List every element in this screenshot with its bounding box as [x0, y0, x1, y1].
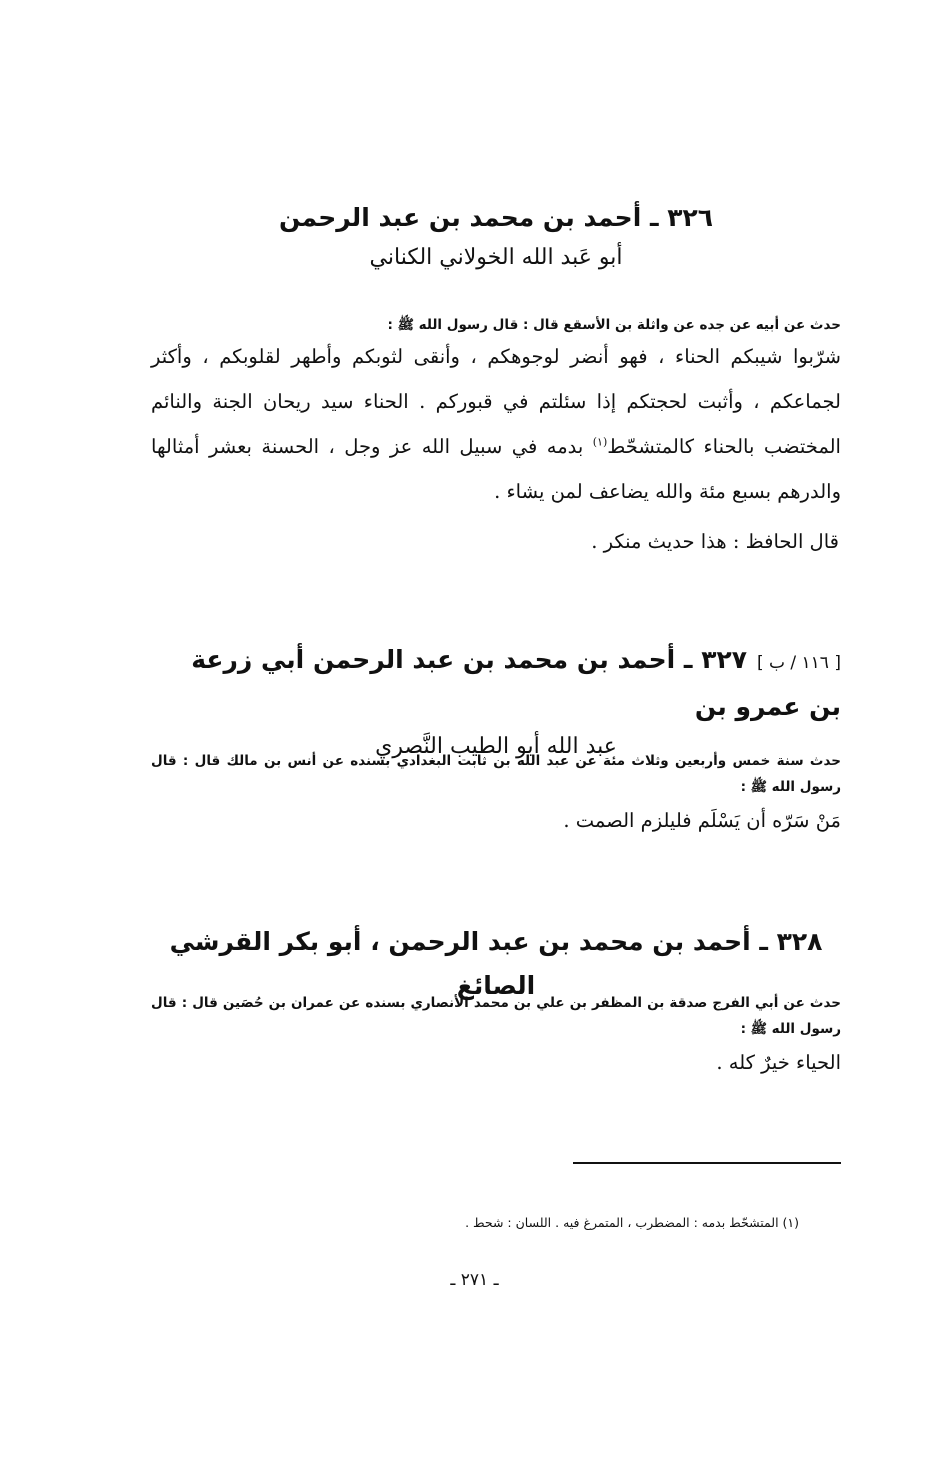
- entry-subtitle: أبو عَبد الله الخولاني الكناني: [369, 245, 623, 270]
- footnote-marker[interactable]: (١): [592, 435, 608, 449]
- entry-subtitle: عبد الله أبو الطيب النَّصري: [375, 734, 617, 759]
- biography-entry-327: [151, 638, 841, 765]
- hadith-text: [151, 334, 841, 514]
- entry-328-body: [151, 990, 841, 1085]
- page-number: ـ ٢٧١ ـ: [450, 1270, 499, 1290]
- footnote-divider: [573, 1162, 841, 1164]
- entry-326-verdict: [151, 524, 841, 560]
- biography-entry-326: [151, 196, 841, 276]
- isnad-chain: حدث عن أبي الفرج صدقة بن المظفر بن علي بن محمد الأنصاري بسنده عن عمران بن حُصَين قال : قال رسول الله ﷺ :: [151, 995, 841, 1037]
- isnad-chain: حدث سنة خمس وأربعين وثلاث مئة عن عبد الله بن ثابت البغدادي بسنده عن أنس بن مالك قال : قال رسول الله ﷺ :: [151, 753, 841, 795]
- manuscript-folio-ref: [ ١١٦ / ب ]: [756, 653, 841, 673]
- hafiz-verdict: قال الحافظ : هذا حديث منكر .: [591, 530, 839, 553]
- entry-heading: [151, 638, 841, 729]
- isnad-chain: حدث عن أبيه عن جده عن واثلة بن الأسقع قال : قال رسول الله ﷺ :: [387, 317, 841, 333]
- entry-heading-text: ٣٢٧ ـ أحمد بن محمد بن عبد الرحمن أبي زرعة بن عمرو بن: [191, 645, 841, 721]
- hadith-text-part-1: شرّبوا شيبكم الحناء ، فهو أنضر لوجوهكم ، وأنقى لثوبكم وأطهر لقلوبكم ، وأكثر لجماعكم ، وأثبت لحجتكم إذا سئلتم في قبوركم . الحناء سيد ريحان الجنة والنائم المختضب بالحناء كالمتشحّط: [151, 345, 841, 458]
- hadith-text: مَنْ سَرّه أن يَسْلَم فليلزم الصمت .: [563, 809, 841, 832]
- hadith-text-part-2: بدمه في سبيل الله عز وجل ، الحسنة بعشر أمثالها والدرهم بسبع مئة والله يضاعف لمن يشاء .: [151, 435, 841, 503]
- entry-326-body: [151, 312, 841, 514]
- entry-heading: ٣٢٨ ـ أحمد بن محمد بن عبد الرحمن ، أبو بكر القرشي الصائغ: [169, 927, 823, 1000]
- hadith-text: الحياء خيرٌ كله .: [716, 1051, 841, 1074]
- entry-heading: ٣٢٦ ـ أحمد بن محمد بن عبد الرحمن: [278, 203, 713, 232]
- footnote: (١) المتشحّط بدمه : المضطرب ، المتمرغ فيه . اللسان : شحط .: [465, 1215, 799, 1230]
- entry-327-body: [151, 748, 841, 843]
